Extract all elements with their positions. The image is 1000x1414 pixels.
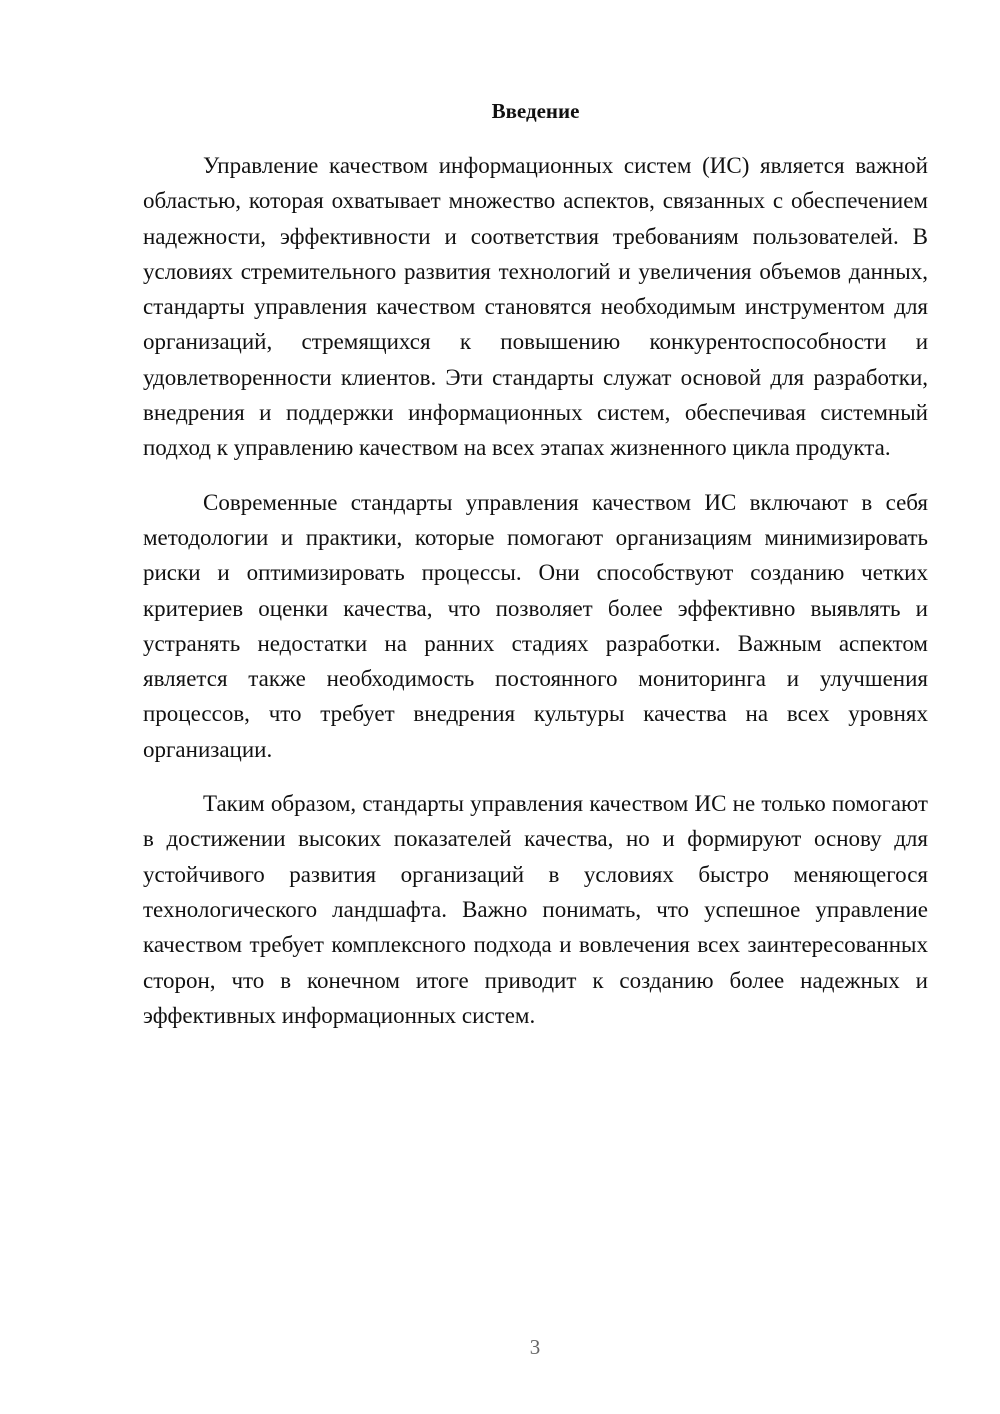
page-content: [143, 97, 928, 1033]
page-number: 3: [529, 1335, 541, 1359]
paragraph-1: Управление качеством информационных систем (ИС) является важной областью, которая охватывает множество аспектов, связанных с обеспечением надежности, эффективности и соответствия требованиям пользователей. В условиях стремительного развития технологий и увеличения объемов данных, стандарты управления качеством становятся необходимым инструментом для организаций, стремящихся к повышению конкурентоспособности и удовлетворенности клиентов. Эти стандарты служат основой для разработки, внедрения и поддержки информационных систем, обеспечивая системный подход к управлению качеством на всех этапах жизненного цикла продукта.: [143, 153, 928, 461]
page-heading: Введение: [491, 99, 580, 123]
paragraph-2: Современные стандарты управления качеством ИС включают в себя методологии и практики, которые помогают организациям минимизировать риски и оптимизировать процессы. Они способствуют созданию четких критериев оценки качества, что позволяет более эффективно выявлять и устранять недостатки на ранних стадиях разработки. Важным аспектом является также необходимость постоянного мониторинга и улучшения процессов, что требует внедрения культуры качества на всех уровнях организации.: [143, 489, 928, 762]
paragraph-3: Таким образом, стандарты управления качеством ИС не только помогают в достижении высоких показателей качества, но и формируют основу для устойчивого развития организаций в условиях быстро меняющегося технологического ландшафта. Важно понимать, что успешное управление качеством требует комплексного подхода и вовлечения всех заинтересованных сторон, что в конечном итоге приводит к созданию более надежных и эффективных информационных систем.: [143, 791, 928, 1028]
